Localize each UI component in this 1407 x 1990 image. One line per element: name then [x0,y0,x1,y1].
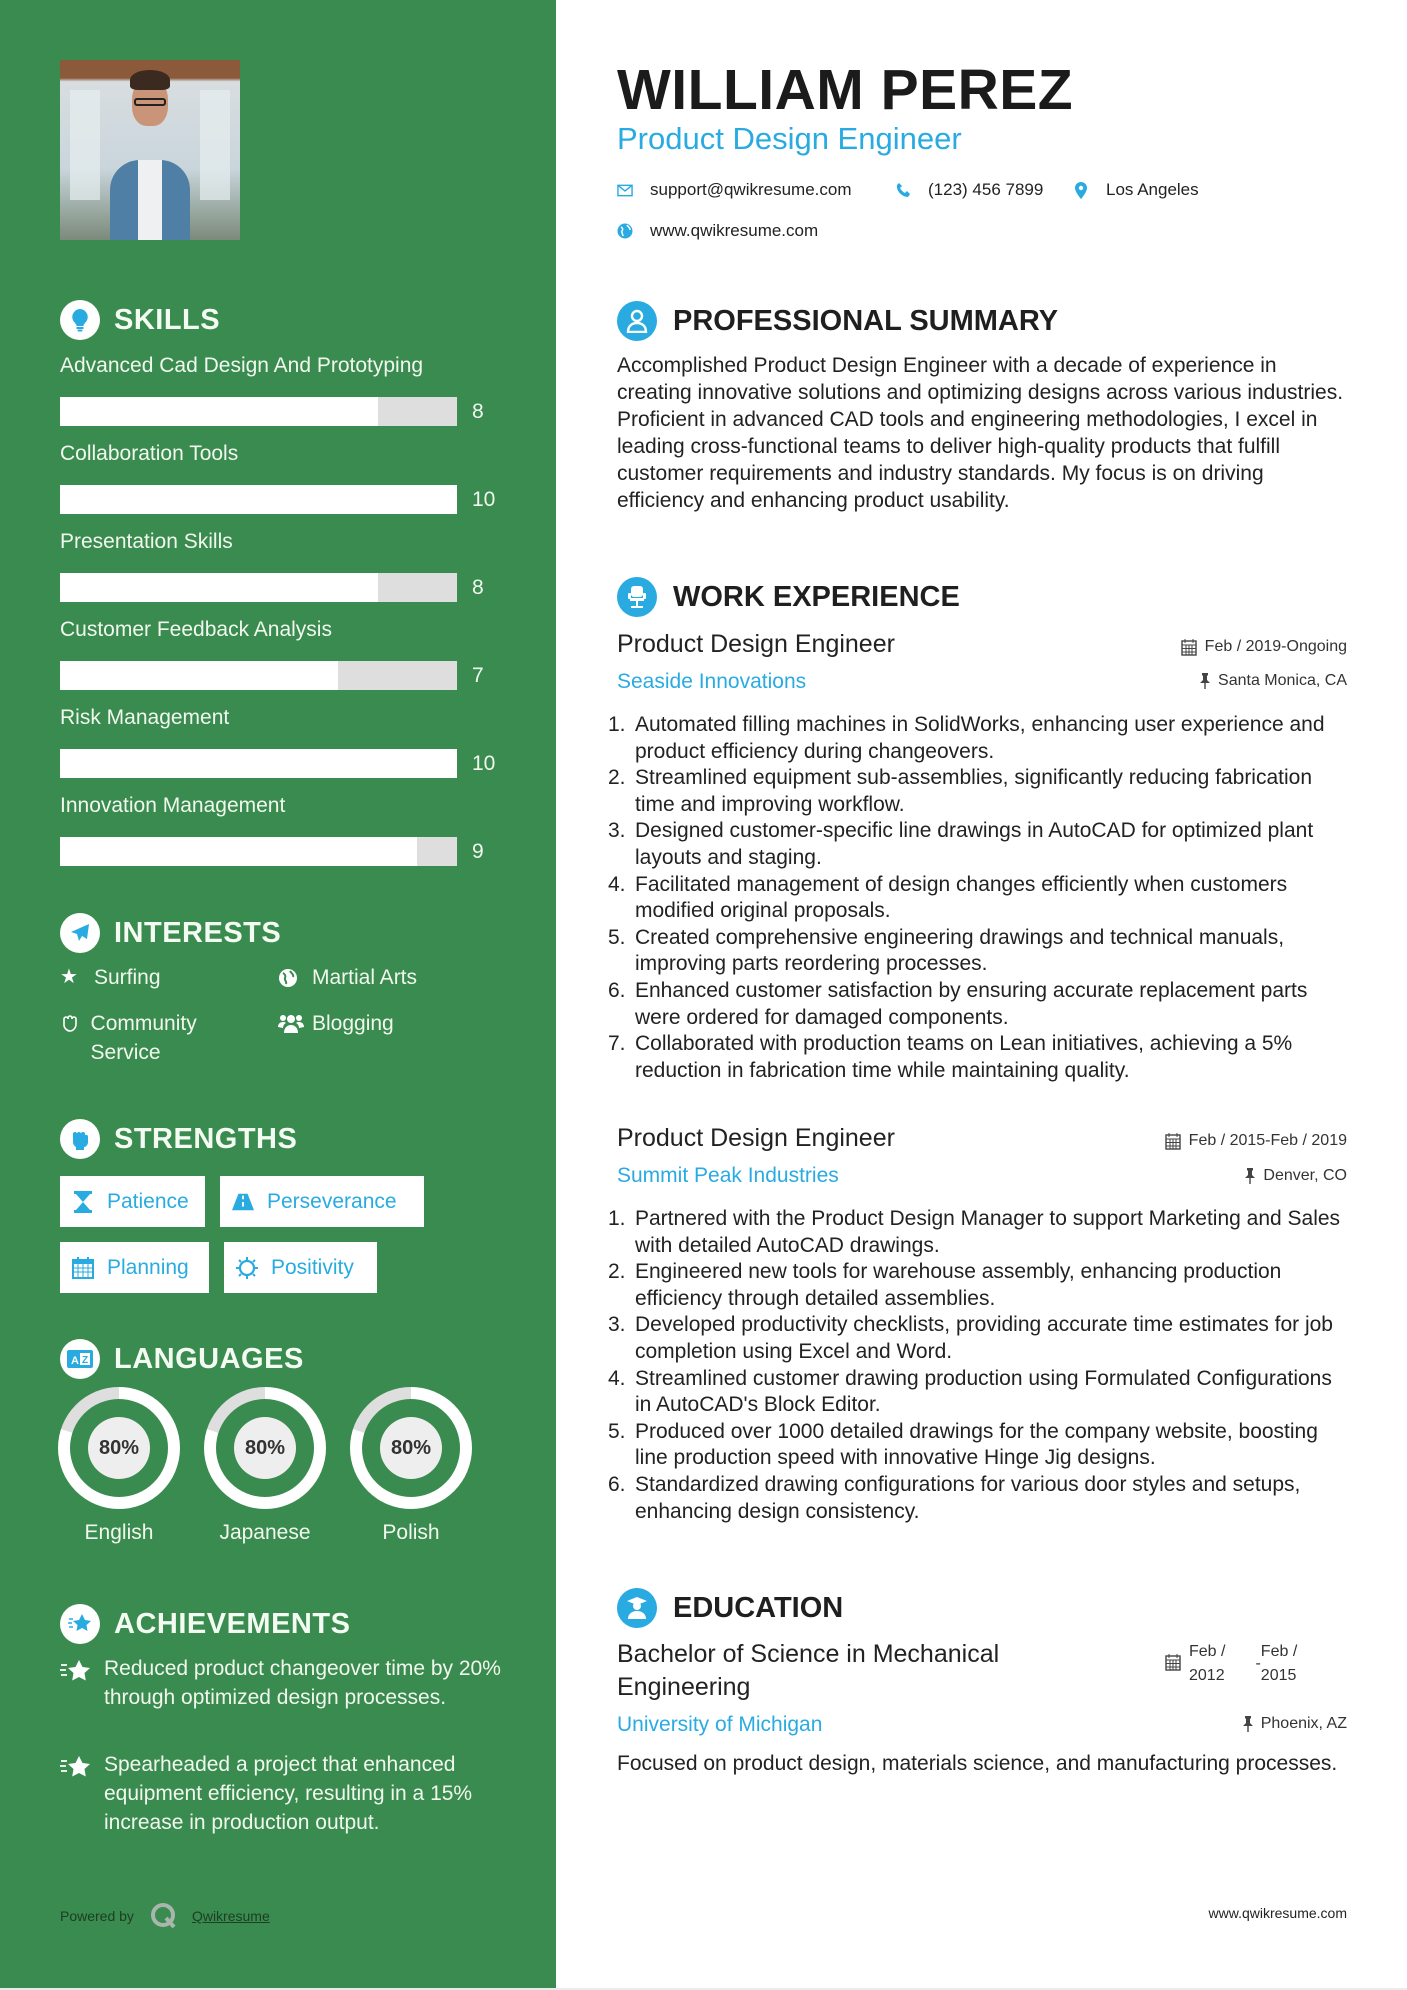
strength-tag: Perseverance [220,1176,424,1227]
skills-heading: SKILLS [60,300,220,340]
sun-icon [236,1257,258,1279]
skill-row [60,353,520,423]
interest-item: Blogging [278,1009,394,1038]
translate-icon [60,1339,100,1379]
skill-bar [60,573,457,602]
contact-location: Los Angeles [1073,180,1199,200]
achievement-item: Spearheaded a project that enhanced equipment efficiency, resulting in a 15% increase in production output. [60,1750,510,1837]
bullet-item: 3. Designed customer-specific line drawings in AutoCAD for optimized plant layouts and staging. [608,819,1314,869]
bullet-item: 5. Produced over 1000 detailed drawings for the company website, boosting line production speed with innovative Hinge Jig designs. [608,1419,1318,1470]
skill-value: 7 [472,664,484,687]
powered-by: Powered by Qwikresume [60,1902,270,1930]
skill-row [60,617,520,687]
paper-plane-icon [60,913,100,953]
skill-bar [60,837,457,866]
skill-bar [60,485,457,514]
sidebar [0,0,556,1988]
bullet-item: 2. Streamlined equipment sub-assemblies, significantly reducing fabrication time and improving workflow. [608,766,1313,816]
skill-value: 9 [472,840,484,863]
calendar-icon [1181,639,1197,656]
bullet-item: 2. Engineered new tools for warehouse assembly, enhancing production efficiency through detailed assemblies. [608,1260,1282,1310]
skill-value: 10 [472,488,496,511]
contact-website [617,221,818,241]
skill-label: Advanced Cad Design And Prototyping [60,354,424,377]
email-link[interactable]: support@qwikresume.com [650,180,852,199]
fist-icon [60,1119,100,1159]
job-location: Santa Monica, CA [1200,670,1347,692]
calendar-icon [72,1257,94,1279]
achievements-heading: ACHIEVEMENTS [60,1604,350,1644]
skill-bar [60,749,457,778]
skill-label: Customer Feedback Analysis [60,618,332,641]
bullet-item: 4. Streamlined customer drawing production using Formulated Configurations in AutoCAD's Block Editor. [608,1366,1332,1417]
pushpin-icon [1243,1716,1253,1732]
candidate-title: Product Design Engineer [617,121,962,156]
strength-tag: Positivity [224,1242,377,1293]
achievement-item: Reduced product changeover time by 20% through optimized design processes. [60,1654,510,1712]
language-progress-ring: 80% [58,1387,180,1509]
pushpin-icon [1245,1168,1255,1184]
globe-icon [278,963,306,992]
language-item: 80% Polish [350,1387,472,1545]
candidate-name: WILLIAM PEREZ [617,58,1074,122]
lightbulb-icon [60,300,100,340]
interests-heading: INTERESTS [60,913,281,953]
star-icon: ★ [60,966,78,988]
experience-heading: WORK EXPERIENCE [617,577,960,617]
job-dates: Feb / 2015-Feb / 2019 [1165,1130,1347,1152]
education-dates: Feb / 2012 - Feb / 2015 [1165,1640,1297,1688]
interest-item: Community Service [60,1009,250,1067]
profile-photo [60,60,240,240]
company-name: Summit Peak Industries [617,1164,839,1187]
bullet-item: 6. Enhanced customer satisfaction by ensuring accurate replacement parts were ordered for damaged components. [608,978,1308,1029]
envelope-icon [617,182,633,198]
svg-text:A: A [71,1355,79,1367]
strength-tag: Planning [60,1242,209,1293]
skill-value: 10 [472,752,496,775]
company-name: Seaside Innovations [617,670,807,693]
education-description: Focused on product design, materials science, and manufacturing processes. [617,1752,1338,1775]
skill-value: 8 [472,400,484,423]
job-dates: Feb / 2019-Ongoing [1181,636,1347,658]
svg-text:Z: Z [82,1355,89,1366]
bullet-item: 3. Developed productivity checklists, providing accurate time estimates for job completion using Excel and Word. [608,1313,1333,1363]
skill-label: Innovation Management [60,794,286,817]
job-title: Product Design Engineer [617,630,895,658]
map-pin-icon [1073,182,1089,198]
bullet-item: 5. Created comprehensive engineering drawings and technical manuals, improving parts reordering processes. [608,925,1285,976]
skill-row [60,441,520,511]
job-bullets [608,1206,1348,1525]
skill-bar [60,661,457,690]
achievement-star-icon [60,1604,100,1644]
achievement-star-icon [60,1750,104,1783]
education-location: Phoenix, AZ [1243,1713,1347,1735]
summary-text: Accomplished Product Design Engineer with a decade of experience in creating innovative solutions and optimizing designs across various industries. Proficient in advanced CAD tools and engineering methodologies, I excel in leading cross-functional teams to deliver high-quality products that fulfill customer requirements and industry standards. My focus is on driving efficiency and enhancing product usability. [617,354,1344,512]
education-heading: EDUCATION [617,1588,843,1628]
globe-icon [617,223,633,239]
hand-icon [60,1009,85,1038]
calendar-icon [1165,1654,1181,1679]
strengths-heading: STRENGTHS [60,1119,297,1159]
road-icon [232,1193,254,1211]
job-title: Product Design Engineer [617,1124,895,1152]
interest-item: Martial Arts [278,963,417,992]
degree-title: Bachelor of Science in Mechanical Engineering [617,1640,1000,1701]
bullet-item: 6. Standardized drawing configurations for various door styles and setups, enhancing design consistency. [608,1472,1301,1523]
skill-value: 8 [472,576,484,599]
skill-row [60,705,520,775]
skill-row [60,529,520,599]
bullet-item: 7. Collaborated with production teams on Lean initiatives, achieving a 5% reduction in fabrication time while maintaining quality. [608,1032,1293,1082]
language-progress-ring: 80% [204,1387,326,1509]
languages-heading: A Z LANGUAGES [60,1339,304,1379]
skill-bar [60,397,457,426]
job-location: Denver, CO [1245,1165,1347,1187]
skill-label: Collaboration Tools [60,442,239,465]
bullet-item: 1. Partnered with the Product Design Manager to support Marketing and Sales with detailed AutoCAD drawings. [608,1207,1341,1257]
user-icon [617,301,657,341]
school-name: University of Michigan [617,1713,823,1736]
graduate-icon [617,1588,657,1628]
achievement-star-icon [60,1654,104,1687]
office-chair-icon [617,577,657,617]
footer-url[interactable]: www.qwikresume.com [1208,1905,1347,1921]
qwikresume-link[interactable]: Qwikresume [191,1908,270,1924]
skill-label: Presentation Skills [60,530,233,553]
language-item: 80% English [58,1387,180,1545]
hourglass-icon [72,1191,94,1213]
strength-tag: Patience [60,1176,205,1227]
bullet-item: 4. Facilitated management of design changes efficiently when customers modified original proposals. [608,872,1288,923]
contact-phone: (123) 456 7899 [895,180,1043,200]
contact-email [617,180,852,200]
calendar-icon [1165,1133,1181,1150]
users-icon [278,1009,306,1038]
bullet-item: 1. Automated filling machines in SolidWorks, enhancing user experience and product efficiency during changeovers. [608,713,1325,763]
language-item: 80% Japanese [204,1387,326,1545]
summary-heading: PROFESSIONAL SUMMARY [617,301,1058,341]
language-progress-ring: 80% [350,1387,472,1509]
skill-row [60,793,520,863]
website-link[interactable]: www.qwikresume.com [650,221,819,240]
pushpin-icon [1200,673,1210,689]
phone-icon [895,182,911,198]
qwikresume-logo-icon [150,1902,178,1930]
skill-label: Risk Management [60,706,230,729]
interest-item: ★ Surfing [60,963,161,992]
job-bullets [608,712,1348,1084]
